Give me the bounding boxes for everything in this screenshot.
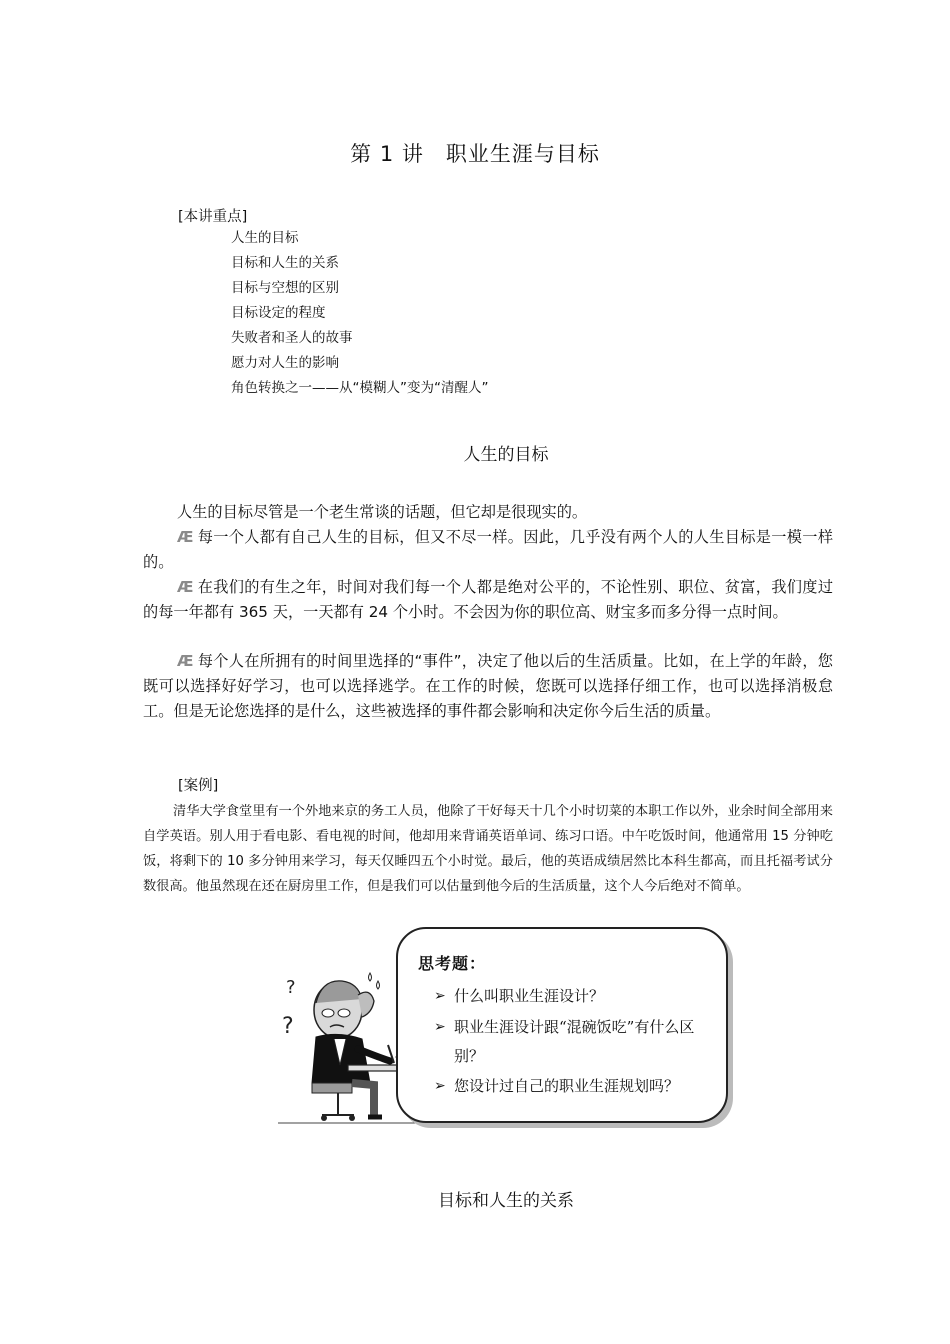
bullet-text: 在我们的有生之年，时间对我们每一个人都是绝对公平的，不论性别、职位、贫富，我们度过的每一年都有 365 天，一天都有 24 个小时。不会因为你的职位高、财宝多而多分得一点时间。 <box>143 578 833 621</box>
arrow-bullet-icon: ➢ <box>434 1078 446 1094</box>
case-text: 清华大学食堂里有一个外地来京的务工人员，他除了干好每天十几个小时切菜的本职工作以外，业余时间全部用来自学英语。别人用于看电影、看电视的时间，他却用来背诵英语单词、练习口语。中午吃饭时间，他通常用 15 分钟吃饭，将剩下的 10 多分钟用来学习，每天仅睡四五个小时觉。最后，他的英语成绩居然比本科生都高，而且托福考试分数很高。他虽然现在还在厨房里工作，但是我们可以估量到他今后的生活质量，这个人今后绝对不简单。 <box>143 804 833 894</box>
bullet-paragraph <box>143 525 833 575</box>
think-question <box>434 1013 704 1071</box>
bullet-text: 每个人在所拥有的时间里选择的“事件”，决定了他以后的生活质量。比如，在上学的年龄，您既可以选择好好学习，也可以选择逃学。在工作的时候，您既可以选择仔细工作，也可以选择消极怠工。但是无论您选择的是什么，这些被选择的事件都会影响和决定你今后生活的质量。 <box>143 652 833 720</box>
focus-item: 目标和人生的关系 <box>231 255 339 271</box>
bullet-icon: Æ <box>177 652 194 670</box>
intro-text: 人生的目标尽管是一个老生常谈的话题，但它却是很现实的。 <box>177 503 588 521</box>
think-question <box>434 1072 704 1101</box>
bullet-paragraph <box>143 649 833 724</box>
question-mark-icon: ? <box>286 977 296 998</box>
bullet-text: 每一个人都有自己人生的目标，但又不尽一样。因此，几乎没有两个人的人生目标是一模一样的。 <box>143 528 833 571</box>
section-heading-life-goal: 人生的目标 <box>463 445 549 465</box>
think-bubble <box>396 927 728 1123</box>
think-question-text: 什么叫职业生涯设计？ <box>454 987 605 1005</box>
focus-item: 失败者和圣人的故事 <box>231 330 353 346</box>
case-label: [案例] <box>178 778 219 794</box>
lecture-title: 第 1 讲 职业生涯与目标 <box>350 142 600 166</box>
focus-item: 角色转换之一——从“模糊人”变为“清醒人” <box>231 380 489 396</box>
arrow-bullet-icon: ➢ <box>434 1019 446 1035</box>
focus-item: 目标与空想的区别 <box>231 280 339 296</box>
bullet-icon: Æ <box>177 528 194 546</box>
case-paragraph <box>143 799 833 899</box>
think-title: 思考题： <box>418 954 487 973</box>
bullet-icon: Æ <box>177 578 194 596</box>
bullet-paragraph <box>143 575 833 625</box>
focus-label: [本讲重点] <box>178 209 248 225</box>
question-mark-icon: ? <box>282 1014 294 1039</box>
focus-list <box>231 228 488 403</box>
think-box <box>278 925 733 1125</box>
focus-item: 人生的目标 <box>231 230 299 246</box>
arrow-bullet-icon: ➢ <box>434 988 446 1004</box>
intro-paragraph <box>143 500 833 525</box>
think-question-text: 您设计过自己的职业生涯规划吗？ <box>454 1077 680 1095</box>
focus-item: 愿力对人生的影响 <box>231 355 339 371</box>
section-heading-goal-relation: 目标和人生的关系 <box>438 1191 574 1211</box>
think-question-text: 职业生涯设计跟“混碗饭吃”有什么区别？ <box>454 1018 695 1065</box>
think-question <box>434 982 704 1011</box>
focus-item: 目标设定的程度 <box>231 305 326 321</box>
